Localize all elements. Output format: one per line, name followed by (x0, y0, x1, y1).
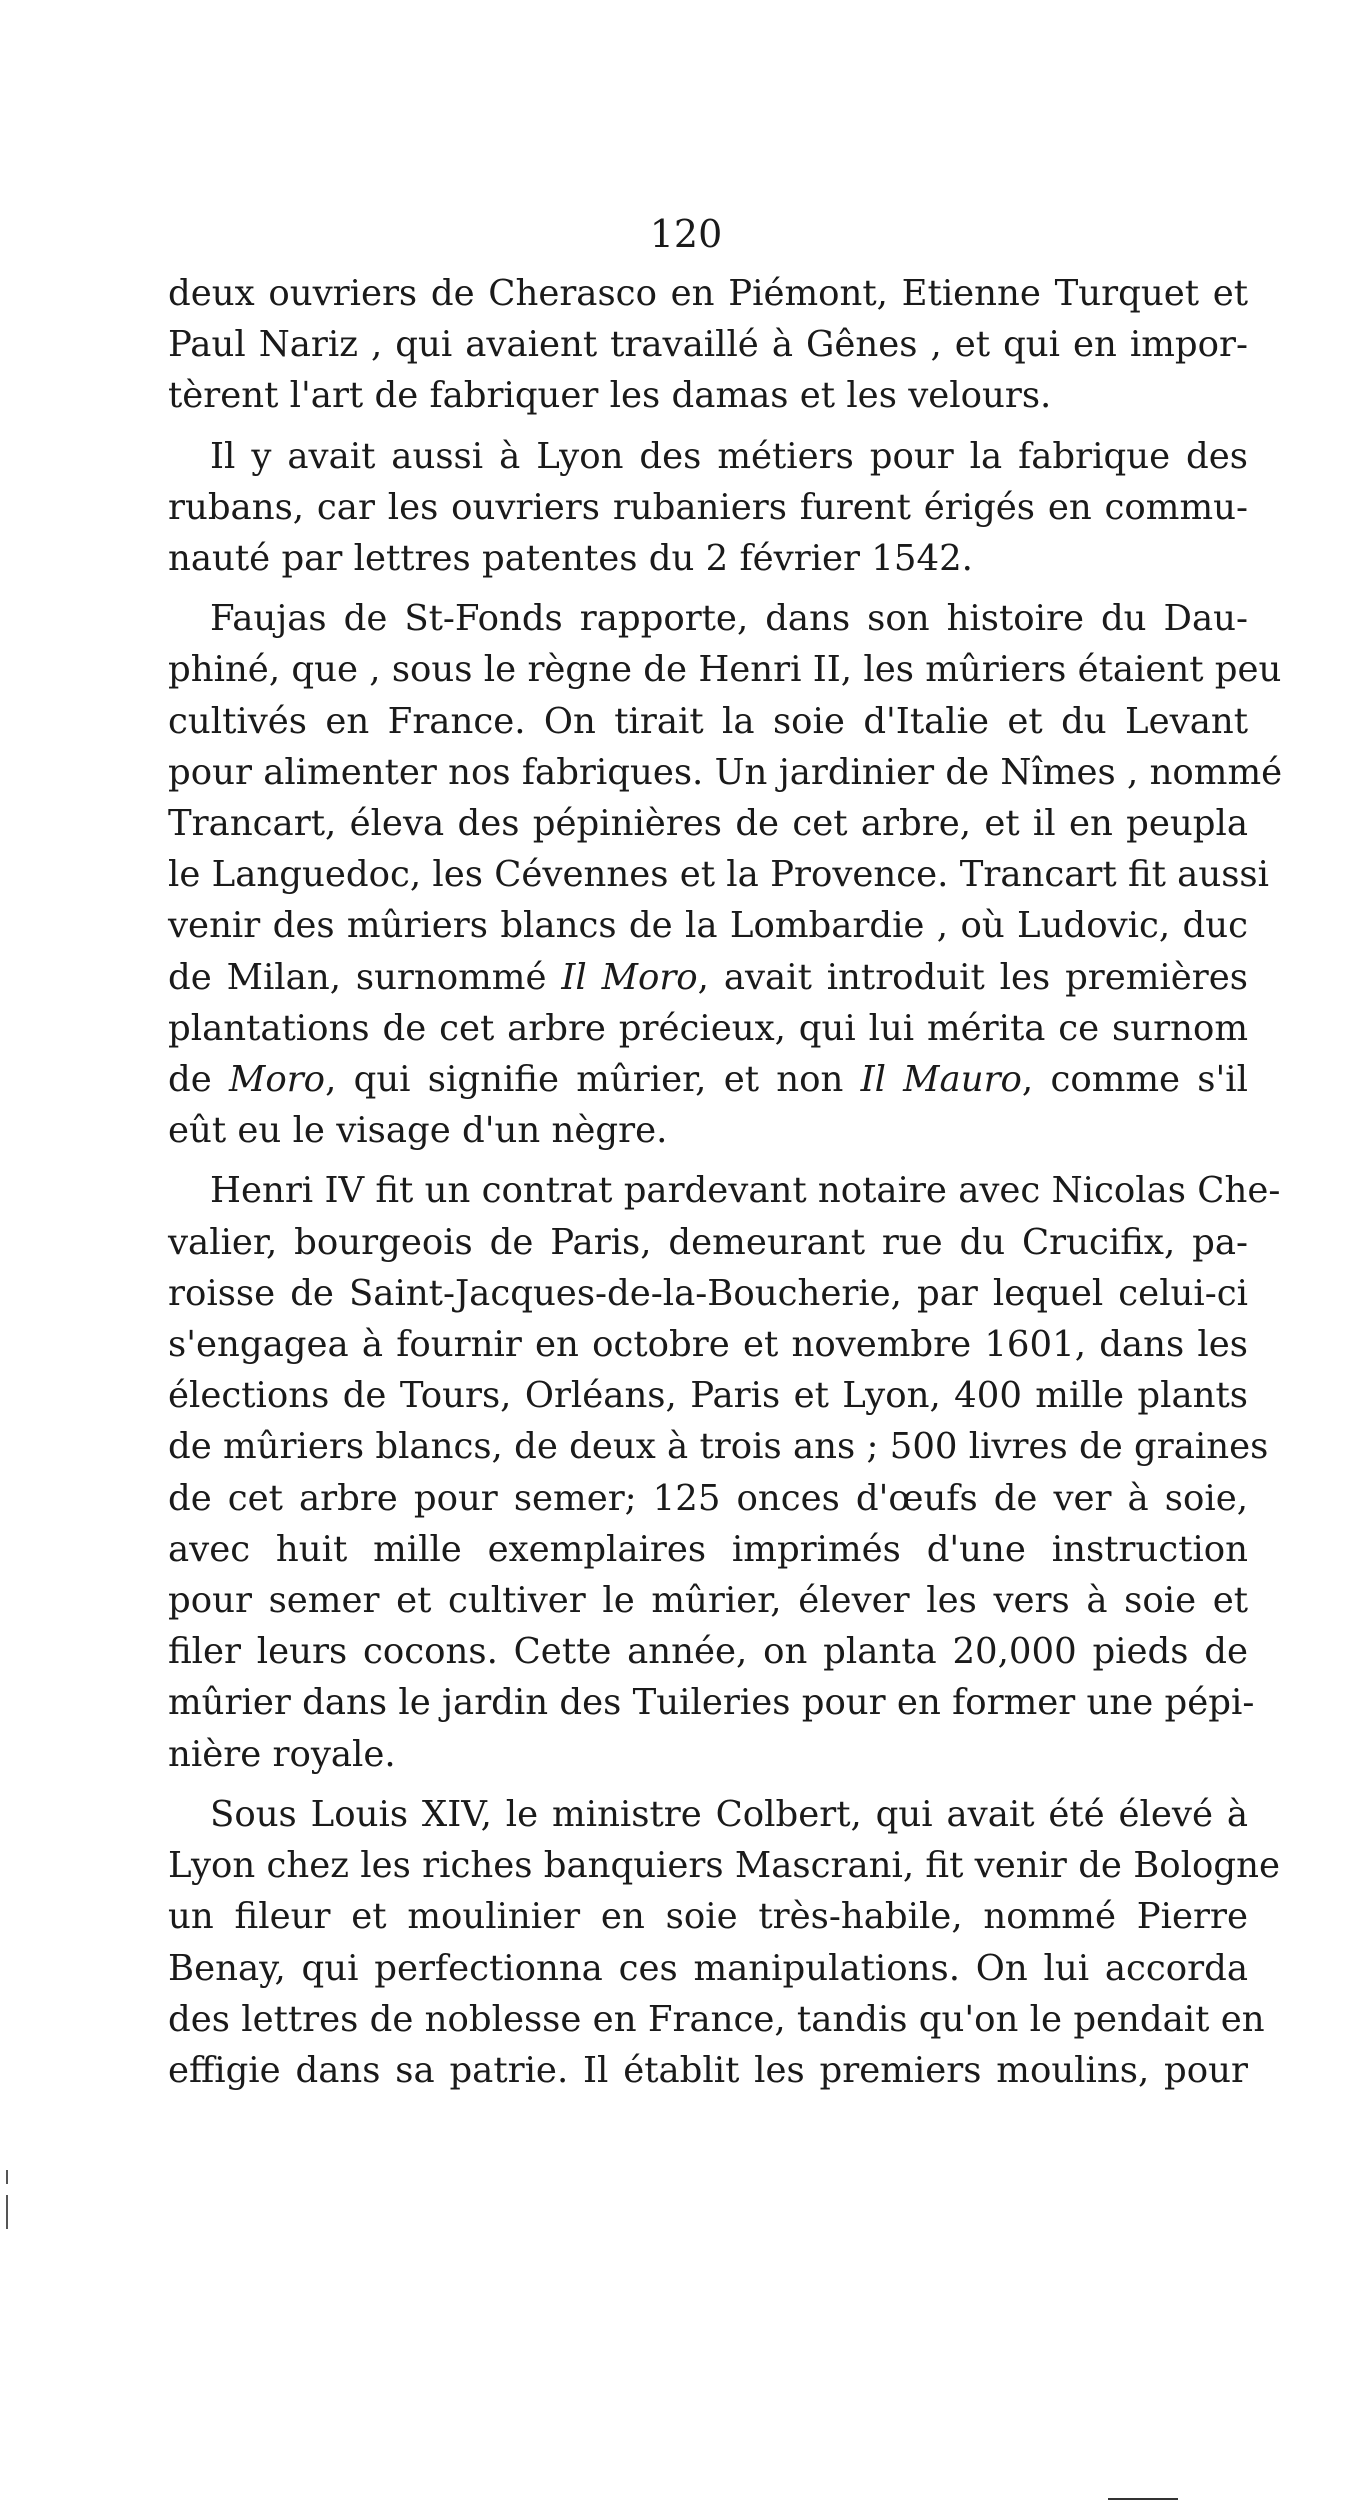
paragraph (168, 593, 1283, 1156)
text-line: Sous Louis XIV, le ministre Colbert, qui avait été élevé à (210, 1793, 1248, 1835)
paragraph (168, 1165, 1281, 1779)
italic-fragment: Moro (228, 1059, 326, 1101)
text-line: deux ouvriers de Cherasco en Piémont, Etienne Turquet et (168, 273, 1248, 314)
scan-margin-mark (6, 2195, 8, 2229)
text-line: élections de Tours, Orléans, Paris et Lyon, 400 mille plants (168, 1375, 1248, 1417)
text-line: cultivés en France. On tirait la soie d'Italie et du Levant (168, 700, 1248, 742)
text-line: des lettres de noblesse en France, tandis qu'on le pendait en (168, 1998, 1265, 2040)
text-line: un fileur et moulinier en soie très-habile, nommé Pierre (168, 1896, 1248, 1938)
text-line: le Languedoc, les Cévennes et la Provence. Trancart fit aussi (168, 854, 1270, 896)
text-line: mûrier dans le jardin des Tuileries pour en former une pépi- (168, 1682, 1255, 1724)
text-line-mixed (168, 1054, 1248, 1105)
text-line: nauté par lettres patentes du 2 février 1542. (168, 538, 973, 580)
text-line: Benay, qui perfectionna ces manipulations. On lui accorda (168, 1947, 1248, 1989)
text-line: Lyon chez les riches banquiers Mascrani, fit venir de Bologne (168, 1845, 1280, 1887)
text-line: phiné, que , sous le règne de Henri II, les mûriers étaient peu (168, 649, 1282, 691)
paragraph (168, 431, 1248, 585)
text-line: avec huit mille exemplaires imprimés d'une instruction (168, 1528, 1248, 1570)
text-line: Faujas de St-Fonds rapporte, dans son histoire du Dau- (210, 598, 1248, 640)
text-line: de cet arbre pour semer; 125 onces d'œufs de ver à soie, (168, 1477, 1248, 1519)
text-line: filer leurs cocons. Cette année, on planta 20,000 pieds de (168, 1631, 1248, 1673)
text-line: pour semer et cultiver le mûrier, élever les vers à soie et (168, 1580, 1248, 1622)
text-line: tèrent l'art de fabriquer les damas et les velours. (168, 375, 1052, 417)
text-fragment: , avait introduit les premières (697, 956, 1248, 998)
body-text (168, 268, 1283, 2096)
scan-margin-mark (6, 2170, 8, 2184)
text-line: nière royale. (168, 1733, 396, 1775)
paragraph (168, 1789, 1280, 2096)
text-line: pour alimenter nos fabriques. Un jardinier de Nîmes , nommé (168, 751, 1283, 793)
text-line: roisse de Saint-Jacques-de-la-Boucherie, par lequel celui-ci (168, 1272, 1248, 1314)
text-line-mixed (168, 952, 1248, 1003)
text-line: rubans, car les ouvriers rubaniers furent érigés en commu- (168, 486, 1248, 528)
text-line: effigie dans sa patrie. Il établit les premiers moulins, pour (168, 2049, 1248, 2091)
text-line: Trancart, éleva des pépinières de cet arbre, et il en peupla (168, 803, 1248, 845)
text-fragment: de (168, 1059, 229, 1101)
text-fragment: , comme s'il (1021, 1059, 1248, 1101)
text-line: plantations de cet arbre précieux, qui lui mérita ce surnom (168, 1007, 1248, 1049)
text-line: s'engagea à fournir en octobre et novembre 1601, dans les (168, 1324, 1248, 1366)
text-line: Henri IV fit un contrat pardevant notaire avec Nicolas Che- (210, 1170, 1281, 1212)
text-fragment: de Milan, surnommé (168, 956, 562, 998)
text-line: Il y avait aussi à Lyon des métiers pour la fabrique des (210, 435, 1248, 477)
scan-footer-rule (1108, 2498, 1178, 2500)
italic-fragment: Il Moro (561, 956, 698, 998)
text-line: Paul Nariz , qui avaient travaillé à Gênes , et qui en impor- (168, 324, 1248, 366)
page-number: 120 (649, 212, 723, 256)
text-line: eût eu le visage d'un nègre. (168, 1110, 668, 1152)
italic-fragment: Il Mauro (860, 1059, 1022, 1101)
text-line: venir des mûriers blancs de la Lombardie , où Ludovic, duc (168, 905, 1248, 947)
text-fragment: , qui signifie mûrier, et non (325, 1059, 861, 1101)
text-line: de mûriers blancs, de deux à trois ans ; 500 livres de graines (168, 1426, 1269, 1468)
paragraph (168, 268, 1248, 422)
text-line: valier, bourgeois de Paris, demeurant rue du Crucifix, pa- (168, 1221, 1248, 1263)
